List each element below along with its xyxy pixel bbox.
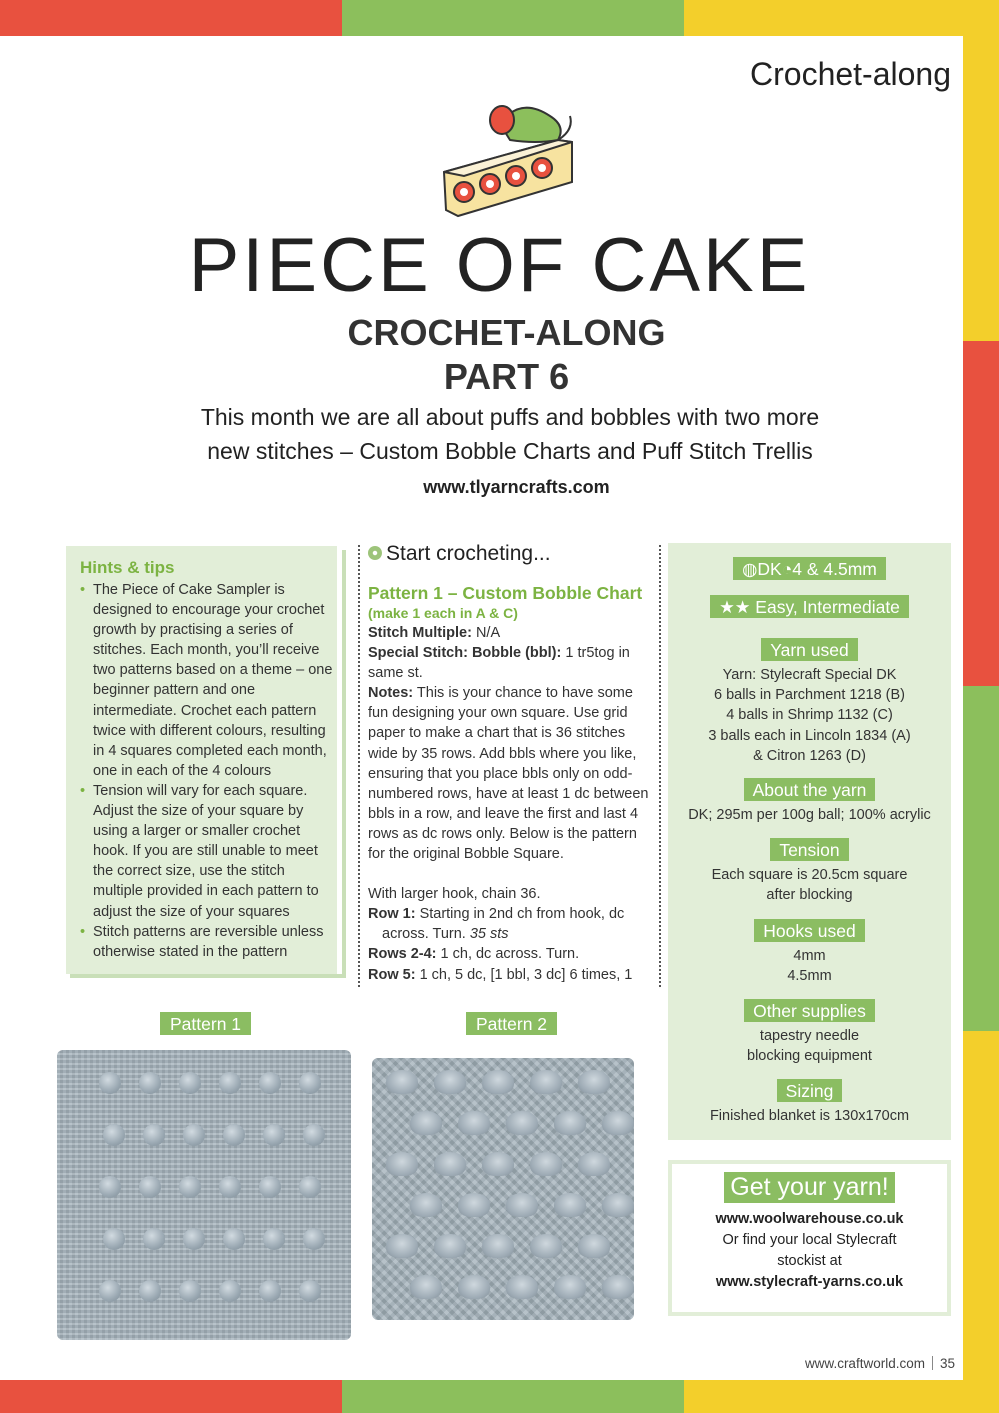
get-yarn-heading: Get your yarn! (724, 1172, 894, 1203)
bobble-texture (139, 1176, 161, 1198)
puff-texture (506, 1193, 538, 1217)
puff-texture (434, 1234, 466, 1258)
stylecraft-link[interactable]: www.stylecraft-yarns.co.uk (715, 1274, 904, 1290)
level-tag: ★★ Easy, Intermediate (710, 595, 909, 618)
puff-texture (602, 1111, 634, 1135)
puff-texture (578, 1152, 610, 1176)
bobble-texture (299, 1280, 321, 1302)
puff-texture (602, 1275, 634, 1299)
bobble-texture (263, 1228, 285, 1250)
hooks-text: 4mm 4.5mm (787, 947, 832, 984)
puff-texture (530, 1152, 562, 1176)
tension-heading: Tension (770, 838, 848, 861)
row1-cont: across. Turn. 35 sts (382, 926, 509, 943)
bobble-texture (103, 1124, 125, 1146)
pattern2-swatch-photo (372, 1058, 634, 1320)
puff-texture (386, 1152, 418, 1176)
bobble-texture (99, 1176, 121, 1198)
pattern2-label: Pattern 2 (466, 1012, 557, 1035)
puff-texture (386, 1234, 418, 1258)
weight-hook-tag: ◍DK◔4 & 4.5mm (733, 557, 886, 580)
bobble-texture (259, 1072, 281, 1094)
hooks-heading: Hooks used (754, 919, 864, 942)
flower-icon (368, 546, 382, 560)
bobble-texture (219, 1280, 241, 1302)
puff-texture (434, 1070, 466, 1094)
get-yarn-text: www.woolwarehouse.co.uk Or find your local Stylecraft stockist at www.stylecraft-yarns.co.uk (715, 1211, 904, 1290)
bobble-texture (259, 1280, 281, 1302)
hints-box (66, 546, 342, 974)
puff-texture (458, 1111, 490, 1135)
puff-texture (506, 1275, 538, 1299)
bobble-texture (179, 1176, 201, 1198)
cake-slice-icon (440, 100, 580, 218)
puff-texture (554, 1111, 586, 1135)
bobble-texture (303, 1228, 325, 1250)
puff-texture (410, 1193, 442, 1217)
intro-line1: This month we are all about puffs and bobbles with two more (200, 404, 820, 430)
special-stitch: Special Stitch: Bobble (bbl): 1 tr5tog in same st. (368, 645, 630, 682)
bobble-texture (143, 1124, 165, 1146)
sizing-heading: Sizing (777, 1079, 843, 1102)
row1: Row 1: Starting in 2nd ch from hook, dc (368, 906, 625, 923)
row5: Row 5: 1 ch, 5 dc, [1 bbl, 3 dc] 6 times, 1 (368, 966, 633, 983)
border-green-right (963, 686, 999, 1031)
page-title: PIECE OF CAKE (188, 223, 811, 308)
hints-heading: Hints & tips (80, 558, 175, 577)
subtitle-line1: CROCHET-ALONG (347, 312, 666, 353)
puff-texture (482, 1152, 514, 1176)
puff-texture (530, 1234, 562, 1258)
pattern-column (368, 542, 654, 985)
intro-text (120, 400, 900, 468)
border-yellow-bottom (684, 1380, 999, 1413)
page-number: 35 (939, 1356, 955, 1371)
puff-texture (482, 1234, 514, 1258)
puff-texture (410, 1111, 442, 1135)
puff-texture (530, 1070, 562, 1094)
bobble-texture (299, 1072, 321, 1094)
puff-texture (602, 1193, 634, 1217)
pattern1-label: Pattern 1 (160, 1012, 251, 1035)
notes: Notes: This is your chance to have some fun designing your own square. Use grid paper to make a chart that is 36 stitches wide by 35 rows. Add bbls where you like, ensuring that you place bbls only on odd-numbered rows, have at least 1 dc between bbls in a row, and leave the first and last 4 rows as dc rows only. Below is the pattern for the original Bobble Square. (368, 685, 649, 863)
bobble-texture (219, 1072, 241, 1094)
hints-list (78, 580, 336, 962)
info-panel (668, 543, 951, 1140)
border-red-top (0, 0, 342, 36)
bobble-texture (259, 1176, 281, 1198)
puff-texture (434, 1152, 466, 1176)
section-label: Crochet-along (750, 56, 951, 92)
woolwarehouse-link[interactable]: www.woolwarehouse.co.uk (715, 1211, 904, 1227)
puff-texture (578, 1234, 610, 1258)
bobble-texture (179, 1280, 201, 1302)
stitch-multiple: Stitch Multiple: N/A (368, 625, 501, 641)
bobble-texture (99, 1072, 121, 1094)
bobble-texture (183, 1124, 205, 1146)
bobble-texture (223, 1124, 245, 1146)
border-red-bottom (0, 1380, 342, 1413)
bobble-texture (99, 1280, 121, 1302)
bobble-texture (263, 1124, 285, 1146)
yarn-ball-icon: ◍ (742, 559, 758, 579)
footer (805, 1356, 955, 1371)
rows2-4: Rows 2-4: 1 ch, dc across. Turn. (368, 946, 580, 963)
supplies-heading: Other supplies (744, 999, 875, 1022)
puff-texture (482, 1070, 514, 1094)
column-divider-right (659, 545, 661, 987)
get-yarn-box (668, 1160, 951, 1316)
bobble-texture (183, 1228, 205, 1250)
border-yellow-top (684, 0, 999, 36)
puff-texture (506, 1111, 538, 1135)
hint-item: • The Piece of Cake Sampler is designed to encourage your crochet growth by practising a series of stitches. Each month, you’ll receive two patterns based on a theme – one beginner pattern and one intermediate. Crochet each pattern twice with different colours, resulting in 4 squares completed each month, one in each of the 4 colours (78, 580, 336, 781)
footer-site[interactable]: www.craftworld.com (804, 1356, 925, 1371)
about-yarn-heading: About the yarn (744, 778, 876, 801)
intro-line2: new stitches – Custom Bobble Charts and Puff Stitch Trellis (207, 438, 813, 464)
puff-texture (458, 1193, 490, 1217)
supplies-text: tapestry needle blocking equipment (747, 1028, 872, 1065)
puff-texture (578, 1070, 610, 1094)
puff-texture (458, 1275, 490, 1299)
bobble-texture (103, 1228, 125, 1250)
bobble-texture (303, 1124, 325, 1146)
sizing-text: Finished blanket is 130x170cm (709, 1108, 910, 1125)
hook-icon: ◔ (781, 559, 793, 579)
subtitle-line2: PART 6 (443, 356, 570, 397)
start-heading: Start crocheting... (368, 542, 654, 566)
bobble-texture (179, 1072, 201, 1094)
hook-line: With larger hook, chain 36. (368, 886, 541, 903)
yarn-used-text: Yarn: Stylecraft Special DK 6 balls in Parchment 1218 (B) 4 balls in Shrimp 1132 (C) 3 balls each in Lincoln 1834 (A) & Citron 1263 (D) (708, 667, 911, 764)
about-yarn-text: DK; 295m per 100g ball; 100% acrylic (688, 807, 931, 824)
yarn-used-heading: Yarn used (761, 638, 857, 661)
puff-texture (554, 1193, 586, 1217)
column-divider-left (358, 545, 360, 987)
puff-texture (386, 1070, 418, 1094)
bobble-texture (223, 1228, 245, 1250)
puff-texture (410, 1275, 442, 1299)
tension-text: Each square is 20.5cm square after blocking (711, 867, 908, 904)
bobble-texture (139, 1280, 161, 1302)
hint-item: • Tension will vary for each square. Adjust the size of your square by using a larger or smaller crochet hook. If you are still unable to meet the correct size, use the stitch multiple provided in each pattern to adjust the size of your squares (78, 781, 336, 922)
border-green-bottom (342, 1380, 684, 1413)
bobble-texture (143, 1228, 165, 1250)
bobble-texture (139, 1072, 161, 1094)
border-yellow-right-lower (963, 1031, 999, 1380)
puff-texture (554, 1275, 586, 1299)
hint-item: • Stitch patterns are reversible unless otherwise stated in the pattern (78, 922, 336, 962)
bobble-texture (299, 1176, 321, 1198)
pattern1-title: Pattern 1 – Custom Bobble Chart (make 1 each in A & C) (368, 583, 643, 621)
pattern1-swatch-photo (57, 1050, 351, 1340)
site-link[interactable]: www.tlyarncrafts.com (423, 477, 610, 497)
bobble-texture (219, 1176, 241, 1198)
border-green-top (342, 0, 684, 36)
